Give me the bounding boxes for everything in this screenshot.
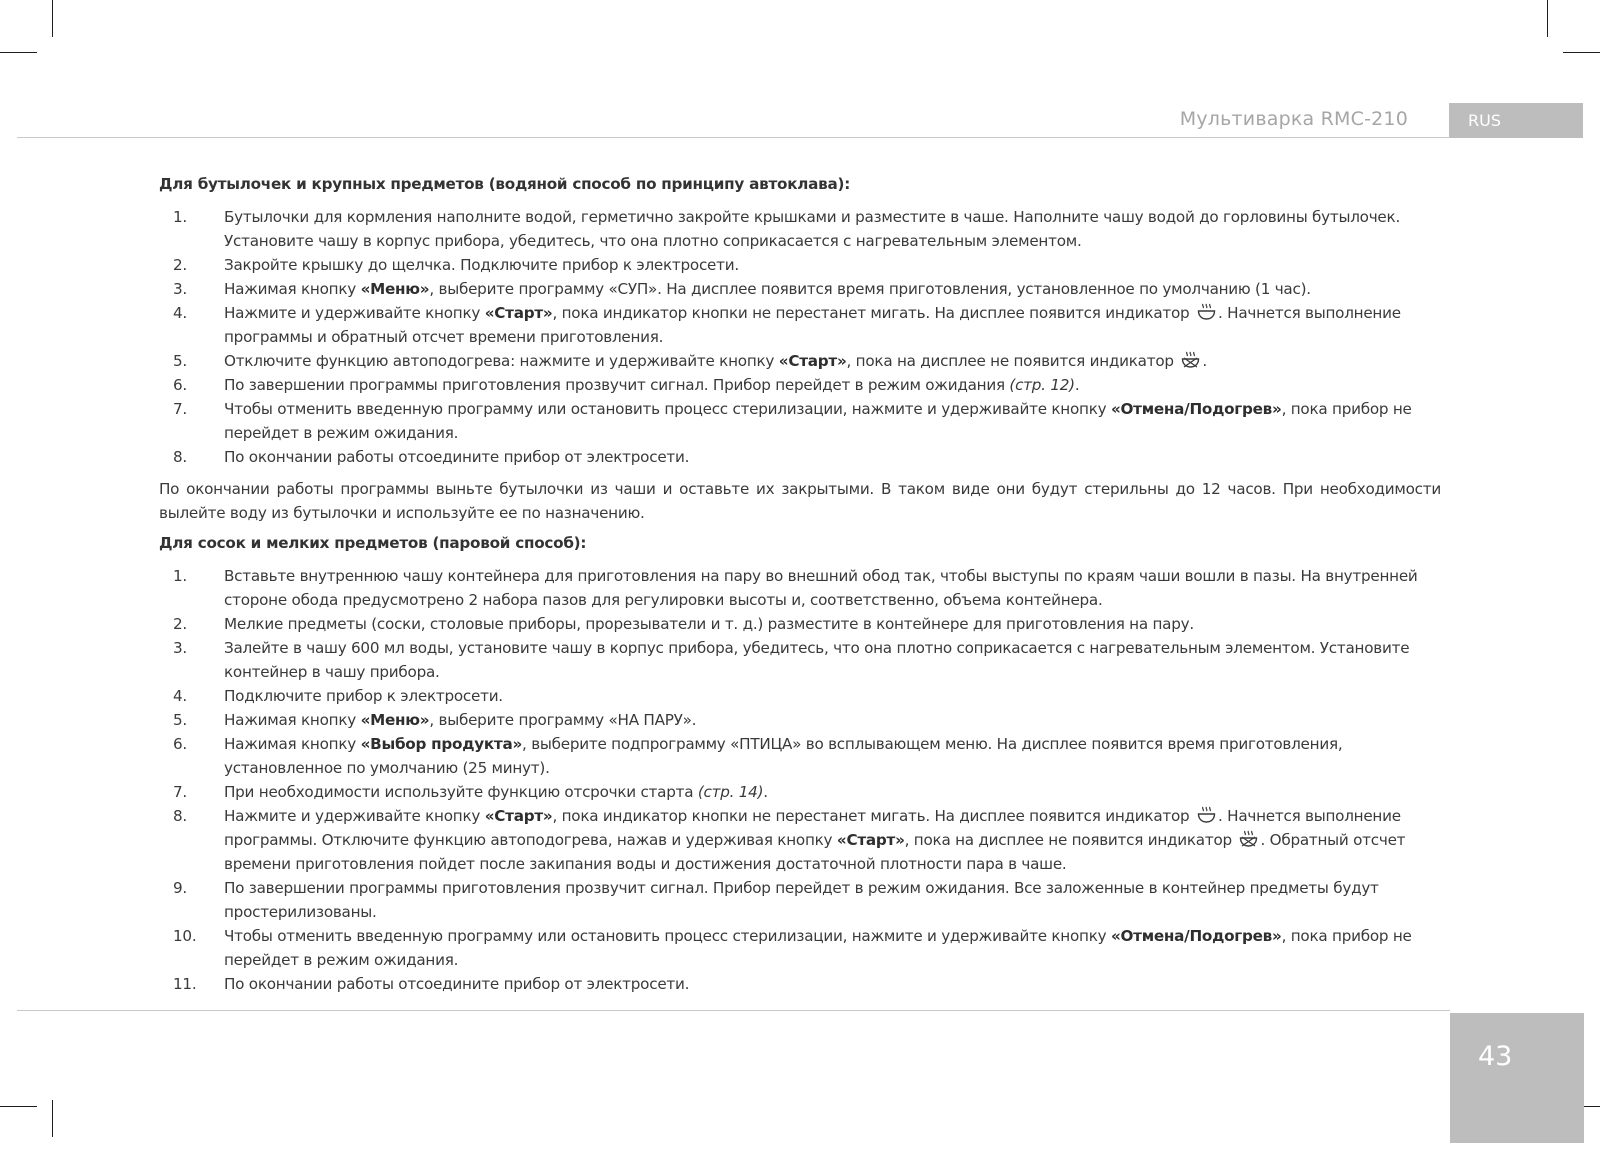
list-item: 4. Нажмите и удерживайте кнопку «Старт», пока индикатор кнопки не перестанет мигать. На дисплее появится индикатор . Начнется выполнение программы и обратный отсчет времени приготовления.: [173, 304, 1401, 346]
crop-mark: [52, 1100, 53, 1137]
page-number-box: [1450, 1013, 1584, 1143]
list-item: 8. Нажмите и удерживайте кнопку «Старт», пока индикатор кнопки не перестанет мигать. На дисплее появится индикатор . Начнется выполнение программы. Отключите функцию автоподогрева, нажав и удерживая кнопку «Старт», пока на дисплее не появится индикатор . Обратный отсчет времени приготовления пойдет после закипания воды и достижения достаточной плотности пара в чаше.: [173, 807, 1406, 873]
list-item: 9. По завершении программы приготовления прозвучит сигнал. Прибор перейдет в режим ожидания. Все заложенные в контейнер предметы будут простерилизованы.: [173, 879, 1379, 921]
language-tab: RUS: [1449, 103, 1583, 138]
menu-button-name: «Меню»: [360, 280, 430, 298]
list-item: 1. Бутылочки для кормления наполните водой, герметично закройте крышками и разместите в чаше. Наполните чашу водой до горловины бутылочек. Установите чашу в корпус прибора, убедитесь, что она плотно соприкасается с нагревательным элементом.: [173, 208, 1401, 250]
list-item: 3. Нажимая кнопку «Меню», выберите программу «СУП». На дисплее появится время приготовления, установленное по умолчанию (1 час).: [173, 280, 1311, 298]
list-item: 11. По окончании работы отсоедините прибор от электросети.: [173, 975, 690, 993]
list-item: 7. Чтобы отменить введенную программу или остановить процесс стерилизации, нажмите и удерживайте кнопку «Отмена/Подогрев», пока прибор не перейдет в режим ожидания.: [173, 400, 1412, 442]
steam-bowl-crossed-icon: [1239, 830, 1258, 848]
list-item: 2. Мелкие предметы (соски, столовые приборы, прорезыватели и т. д.) разместите в контейнере для приготовления на пару.: [173, 615, 1194, 633]
start-button-name: «Старт»: [484, 807, 553, 825]
crop-mark: [1547, 0, 1548, 37]
paragraph-after-autoclave: По окончании работы программы выньте бутылочки из чаши и оставьте их закрытыми. В таком виде они будут стерильны до 12 часов. При необходимости вылейте воду из бутылочки и используйте ее по назначению.: [159, 480, 1441, 522]
steam-bowl-icon: [1197, 806, 1216, 824]
crop-mark: [0, 52, 37, 53]
steam-steps: [159, 564, 1441, 996]
section-heading-steam: Для сосок и мелких предметов (паровой способ):: [159, 534, 587, 552]
page-reference: (стр. 12): [1009, 376, 1075, 394]
menu-button-name: «Меню»: [360, 711, 430, 729]
page-number: 43: [1478, 1041, 1513, 1072]
product-select-button-name: «Выбор продукта»: [360, 735, 523, 753]
autoclave-steps: [159, 205, 1441, 469]
list-item: 6. По завершении программы приготовления прозвучит сигнал. Прибор перейдет в режим ожидания (стр. 12).: [173, 376, 1080, 394]
list-item: 3. Залейте в чашу 600 мл воды, установите чашу в корпус прибора, убедитесь, что она плотно соприкасается с нагревательным элементом. Установите контейнер в чашу прибора.: [173, 639, 1410, 681]
list-item: 8. По окончании работы отсоедините прибор от электросети.: [173, 448, 690, 466]
list-item: 1. Вставьте внутреннюю чашу контейнера для приготовления на пару во внешний обод так, чтобы выступы по краям чаши вошли в пазы. На внутренней стороне обода предусмотрено 2 набора пазов для регулировки высоты и, соответственно, объема контейнера.: [173, 567, 1418, 609]
section-heading-autoclave: Для бутылочек и крупных предметов (водяной способ по принципу автоклава):: [159, 175, 851, 193]
page-header: [17, 103, 1583, 138]
page-reference: (стр. 14): [697, 783, 764, 801]
cancel-button-name: «Отмена/Подогрев»: [1110, 927, 1282, 945]
start-button-name: «Старт»: [484, 304, 553, 322]
start-button-name: «Старт»: [778, 352, 847, 370]
list-item: 2. Закройте крышку до щелчка. Подключите прибор к электросети.: [173, 256, 739, 274]
header-divider: [17, 137, 1450, 138]
list-item: 10. Чтобы отменить введенную программу или остановить процесс стерилизации, нажмите и удерживайте кнопку «Отмена/Подогрев», пока прибор не перейдет в режим ожидания.: [173, 927, 1412, 969]
list-item: 7. При необходимости используйте функцию отсрочки старта (стр. 14).: [173, 783, 768, 801]
steam-bowl-crossed-icon: [1181, 351, 1200, 369]
list-item: 6. Нажимая кнопку «Выбор продукта», выберите подпрограмму «ПТИЦА» во всплывающем меню. На дисплее появится время приготовления, установленное по умолчанию (25 минут).: [173, 735, 1343, 777]
steam-bowl-icon: [1197, 303, 1216, 321]
footer-divider: [17, 1010, 1450, 1011]
crop-mark: [52, 0, 53, 37]
cancel-button-name: «Отмена/Подогрев»: [1110, 400, 1282, 418]
list-item: 5. Отключите функцию автоподогрева: нажмите и удерживайте кнопку «Старт», пока на дисплее не появится индикатор .: [173, 352, 1207, 370]
page-body: [159, 172, 1441, 1004]
start-button-name: «Старт»: [836, 831, 905, 849]
product-title: Мультиварка RMC-210: [1179, 108, 1408, 130]
crop-mark: [0, 1106, 37, 1107]
list-item: 4. Подключите прибор к электросети.: [173, 687, 503, 705]
crop-mark: [1563, 52, 1600, 53]
list-item: 5. Нажимая кнопку «Меню», выберите программу «НА ПАРУ».: [173, 711, 697, 729]
